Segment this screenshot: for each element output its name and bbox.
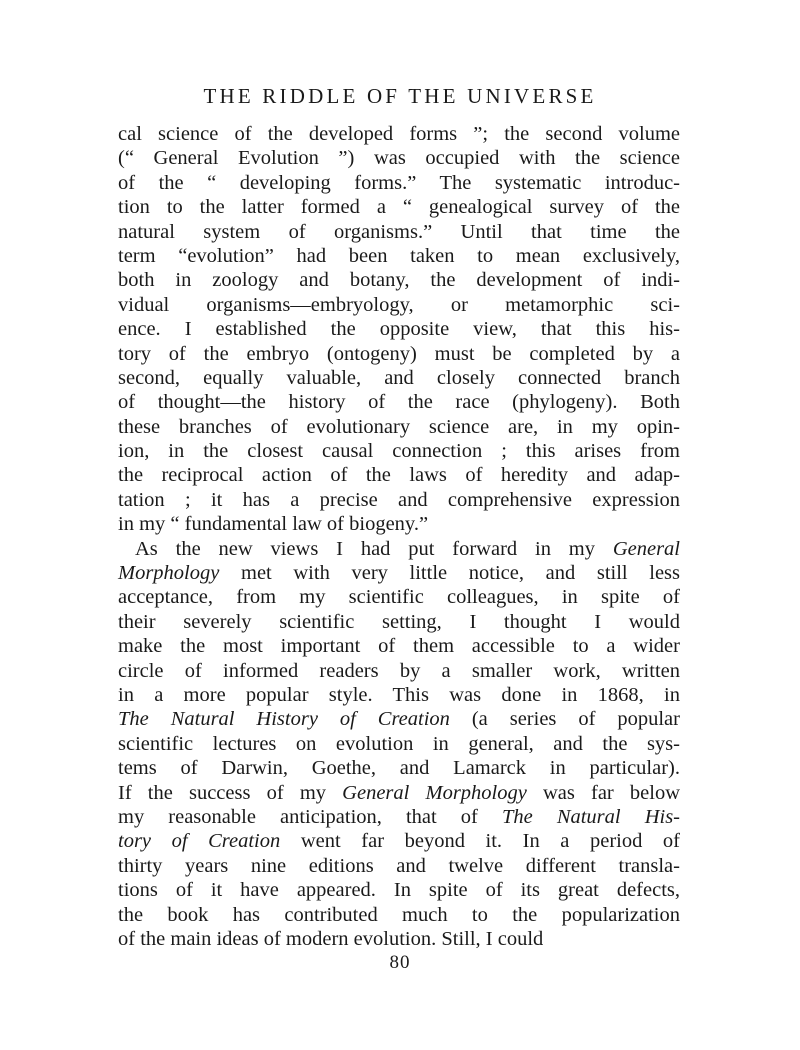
text-line bbox=[118, 463, 680, 487]
italic-title: General Morphology bbox=[342, 781, 527, 804]
text-run: of the “ developing forms.” The systematic introduc- bbox=[118, 171, 680, 194]
text-run: As the new views I had put forward in my bbox=[135, 537, 613, 560]
text-line bbox=[118, 634, 680, 658]
text-line bbox=[118, 195, 680, 219]
text-line bbox=[118, 732, 680, 756]
text-run: tory of the embryo (ontogeny) must be completed by a bbox=[118, 342, 680, 365]
text-line bbox=[118, 342, 680, 366]
text-run: thirty years nine editions and twelve different transla- bbox=[118, 854, 680, 877]
text-line bbox=[118, 244, 680, 268]
text-run: my reasonable anticipation, that of bbox=[118, 805, 502, 828]
text-run: term “evolution” had been taken to mean exclusively, bbox=[118, 244, 680, 267]
text-line bbox=[118, 561, 680, 585]
italic-title: The Natural His- bbox=[501, 805, 680, 828]
text-line bbox=[118, 146, 680, 170]
text-run: tation ; it has a precise and comprehensive expression bbox=[118, 488, 680, 511]
text-line bbox=[118, 805, 680, 829]
text-line bbox=[118, 171, 680, 195]
text-line bbox=[118, 537, 680, 561]
text-line bbox=[118, 659, 680, 683]
text-run: tions of it have appeared. In spite of its great defects, bbox=[118, 879, 680, 902]
text-line bbox=[118, 683, 680, 707]
body-text bbox=[118, 122, 680, 951]
text-run: met with very little notice, and still less bbox=[219, 562, 680, 585]
text-line bbox=[118, 366, 680, 390]
paragraph bbox=[118, 537, 680, 952]
text-line bbox=[118, 439, 680, 463]
text-run: acceptance, from my scientific colleagues, in spite of bbox=[118, 586, 680, 609]
italic-title: Morphology bbox=[118, 562, 220, 585]
text-line bbox=[118, 122, 680, 146]
text-run: tems of Darwin, Goethe, and Lamarck in particular). bbox=[118, 757, 680, 780]
text-run: both in zoology and botany, the development of indi- bbox=[118, 269, 680, 292]
text-run: circle of informed readers by a smaller work, written bbox=[118, 659, 680, 682]
text-run: in my “ fundamental law of biogeny.” bbox=[118, 513, 429, 536]
text-run: tion to the latter formed a “ genealogical survey of the bbox=[118, 196, 680, 219]
text-run: ence. I established the opposite view, that this his- bbox=[118, 318, 680, 341]
text-line bbox=[118, 220, 680, 244]
text-line bbox=[118, 390, 680, 414]
text-line bbox=[118, 268, 680, 292]
italic-title: tory of Creation bbox=[118, 830, 281, 853]
text-run: (a series of popular bbox=[449, 708, 680, 731]
text-line bbox=[118, 878, 680, 902]
text-run: second, equally valuable, and closely connected branch bbox=[118, 366, 680, 389]
text-run: natural system of organisms.” Until that time the bbox=[118, 220, 680, 243]
text-run: went far beyond it. In a period of bbox=[280, 830, 680, 853]
text-line bbox=[118, 927, 680, 951]
text-line bbox=[118, 488, 680, 512]
text-run: their severely scientific setting, I thought I would bbox=[118, 610, 680, 633]
text-line bbox=[118, 610, 680, 634]
text-run: make the most important of them accessible to a wider bbox=[118, 635, 680, 658]
text-line bbox=[118, 415, 680, 439]
text-run: scientific lectures on evolution in general, and the sys- bbox=[118, 732, 680, 755]
text-line bbox=[118, 903, 680, 927]
text-run: was far below bbox=[526, 781, 681, 804]
page-number: 80 bbox=[389, 952, 411, 973]
text-run: of thought—the history of the race (phylogeny). Both bbox=[118, 391, 680, 414]
italic-title: The Natural History of Creation bbox=[118, 708, 450, 731]
text-line bbox=[118, 707, 680, 731]
paragraph bbox=[118, 122, 680, 537]
text-line bbox=[118, 756, 680, 780]
text-line bbox=[118, 512, 680, 536]
text-run: the book has contributed much to the popularization bbox=[118, 903, 680, 926]
text-run: vidual organisms—embryology, or metamorphic sci- bbox=[118, 293, 680, 316]
text-run: in a more popular style. This was done in 1868, in bbox=[118, 683, 680, 706]
text-run: the reciprocal action of the laws of heredity and adap- bbox=[118, 464, 680, 487]
text-run: (“ General Evolution ”) was occupied with the science bbox=[118, 147, 680, 170]
text-line bbox=[118, 854, 680, 878]
text-run: cal science of the developed forms ”; the second volume bbox=[118, 123, 680, 145]
text-line bbox=[118, 781, 680, 805]
text-line bbox=[118, 585, 680, 609]
text-run: ion, in the closest causal connection ; this arises from bbox=[118, 440, 680, 463]
italic-title: General bbox=[612, 537, 680, 560]
text-run: these branches of evolutionary science are, in my opin- bbox=[118, 415, 680, 438]
running-head: THE RIDDLE OF THE UNIVERSE bbox=[203, 84, 597, 108]
text-line bbox=[118, 293, 680, 317]
text-line bbox=[118, 317, 680, 341]
text-line bbox=[118, 829, 680, 853]
text-run: If the success of my bbox=[118, 781, 343, 804]
text-run: of the main ideas of modern evolution. Still, I could bbox=[118, 927, 544, 950]
